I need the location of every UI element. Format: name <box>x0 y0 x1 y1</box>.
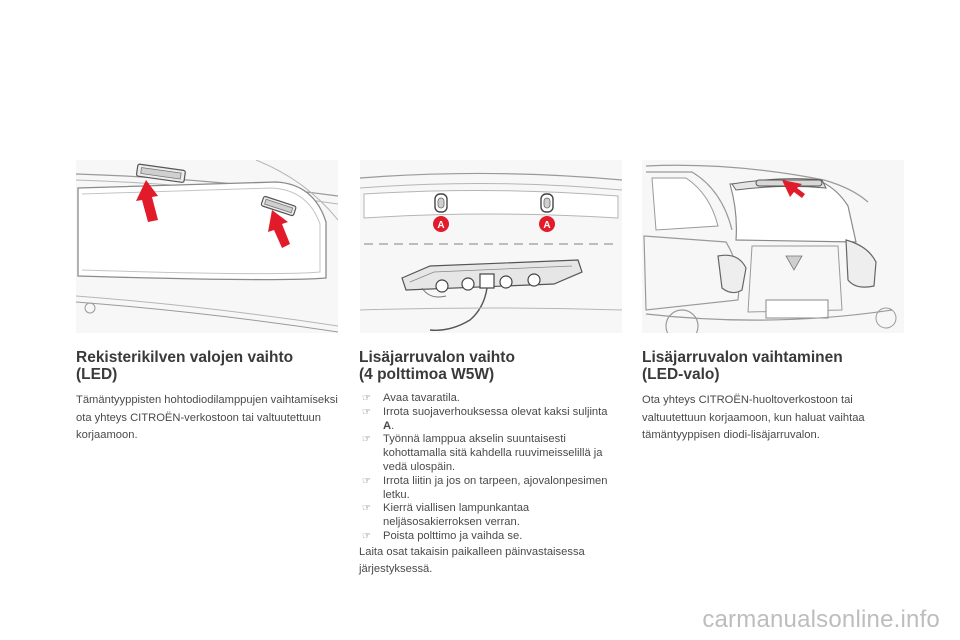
brake-light-bulbs-drawing <box>360 160 622 333</box>
section-led-brake-light <box>642 349 904 445</box>
pointing-hand-icon: ☞ <box>362 530 371 542</box>
heading-line-1: Rekisterikilven valojen vaihto <box>76 349 294 366</box>
section-heading <box>76 349 341 383</box>
section-body: Ota yhteys CITROËN-huoltoverkostoon tai valtuutettuun korjaamoon, kun haluat vaihtaa tämäntyyppisen diodi-lisäjarruvalon. <box>642 394 865 441</box>
closing-note: Laita osat takaisin paikalleen päinvastaisessa järjestyksessä. <box>359 545 585 576</box>
list-item: ☞ Irrota liitin ja jos on tarpeen, ajovalonpesimen letku. <box>362 474 608 501</box>
heading-line-1: Lisäjarruvalon vaihto <box>359 349 515 366</box>
watermark: carmanualsonline.info <box>702 606 940 633</box>
list-item: ☞ Kierrä viallisen lampunkantaa neljäsosakierroksen verran. <box>362 502 530 529</box>
pointing-hand-icon: ☞ <box>362 503 371 515</box>
illustration-brake-light-bulbs <box>360 160 622 333</box>
list-item: ☞ Työnnä lamppua akselin suuntaisesti kohottamalla sitä kahdella ruuvimeisselillä ja vedä ulospäin. <box>362 433 603 473</box>
section-heading <box>359 349 621 383</box>
instruction-steps <box>359 392 621 544</box>
pointing-hand-icon: ☞ <box>362 406 371 418</box>
heading-line-2: (LED) <box>76 366 118 383</box>
illustration-licence-plate-lamps <box>76 160 338 333</box>
licence-plate-lamps-drawing <box>76 160 338 333</box>
section-licence-plate-lamps <box>76 349 341 445</box>
clip-left-icon <box>435 194 447 212</box>
section-heading <box>642 349 904 383</box>
illustration-car-rear <box>642 160 904 333</box>
callout-a-label: A <box>543 220 551 231</box>
section-body: Tämäntyyppisten hohtodiodilamppujen vaihtamiseksi ota yhteys CITROËN-verkostoon tai valtuutettuun korjaamoon. <box>76 394 338 441</box>
pointing-hand-icon: ☞ <box>362 393 371 404</box>
heading-line-2: (LED-valo) <box>642 366 720 383</box>
heading-line-2: (4 polttimoa W5W) <box>359 366 495 383</box>
section-brake-light-bulbs <box>359 349 621 579</box>
pointing-hand-icon: ☞ <box>362 475 371 487</box>
pointing-hand-icon: ☞ <box>362 434 371 446</box>
car-rear-drawing <box>642 160 904 333</box>
list-item: ☞ Poista polttimo ja vaihda se. <box>362 529 523 542</box>
list-item: ☞ Irrota suojaverhouksessa olevat kaksi suljinta A. <box>362 405 608 432</box>
heading-line-1: Lisäjarruvalon vaihtaminen <box>642 349 843 366</box>
list-item: ☞ Avaa tavaratila. <box>362 392 460 404</box>
clip-right-icon <box>541 194 553 212</box>
callout-a-label: A <box>437 220 445 231</box>
